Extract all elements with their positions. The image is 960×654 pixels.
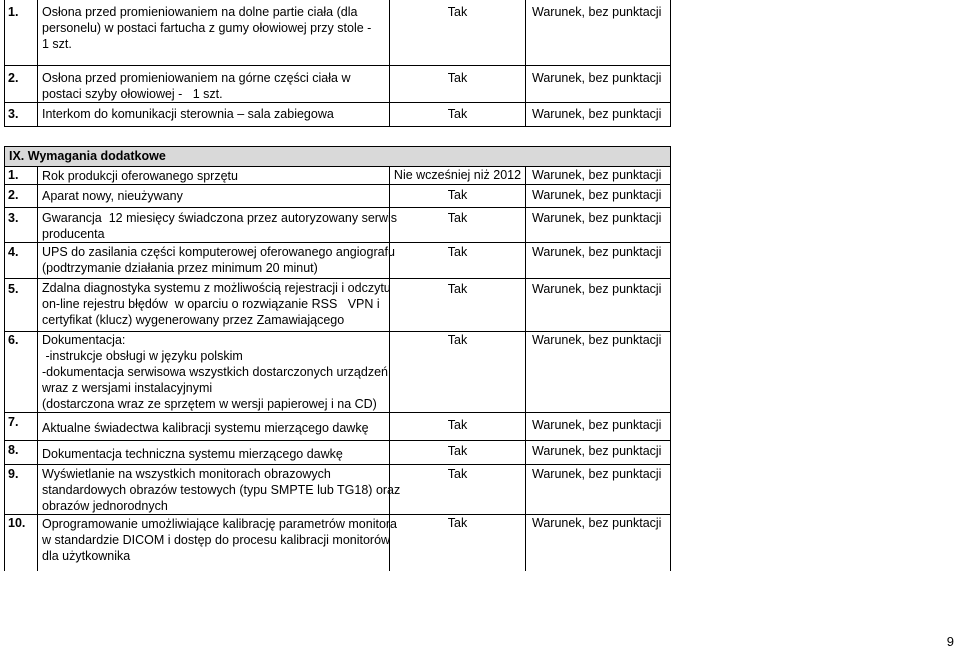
desc-line: postaci szyby ołowiowej - 1 szt. (42, 86, 223, 101)
desc-line: -dokumentacja serwisowa wszystkich dostarczonych urządzeń (42, 365, 388, 379)
row-condition: Warunek, bez punktacji (526, 243, 671, 279)
table-row (5, 0, 671, 65)
row-number: 3. (5, 208, 38, 243)
row-condition: Warunek, bez punktacji (526, 465, 671, 515)
row-value: Tak (390, 185, 526, 208)
row-description (38, 441, 390, 465)
row-condition: Warunek, bez punktacji (526, 515, 671, 571)
row-number: 1. (5, 0, 38, 65)
row-number: 6. (5, 332, 38, 413)
row-description (38, 167, 390, 185)
desc-line: standardowych obrazów testowych (typu SMPTE lub TG18) oraz (42, 483, 401, 497)
row-condition: Warunek, bez punktacji (526, 65, 671, 102)
desc-line: UPS do zasilania części komputerowej oferowanego angiografu (42, 245, 395, 259)
desc-line: (dostarczona wraz ze sprzętem w wersji papierowej i na CD) (42, 397, 377, 411)
table-row (5, 243, 671, 279)
desc-line: personelu) w postaci fartucha z gumy ołowiowej przy stole - (42, 21, 372, 35)
desc-line: Wyświetlanie na wszystkich monitorach obrazowych (42, 467, 331, 481)
desc-line: Rok produkcji oferowanego sprzętu (42, 169, 238, 183)
desc-line: Zdalna diagnostyka systemu z możliwością rejestracji i odczytu (42, 281, 391, 295)
desc-line: Osłona przed promieniowaniem na górne części ciała w (42, 70, 351, 85)
section-title (5, 147, 671, 167)
row-value: Tak (390, 332, 526, 413)
row-value: Nie wcześniej niż 2012 (390, 167, 526, 185)
desc-line: Aktualne świadectwa kalibracji systemu mierzącego dawkę (42, 421, 369, 435)
desc-line: certyfikat (klucz) wygenerowany przez Zamawiającego (42, 313, 345, 327)
row-number: 8. (5, 441, 38, 465)
desc-line: producenta (42, 227, 105, 241)
top-requirements-table (4, 0, 671, 127)
section-number: IX. (9, 149, 25, 163)
section-heading: Wymagania dodatkowe (27, 149, 166, 163)
desc-line: obrazów jednorodnych (42, 499, 168, 513)
row-condition: Warunek, bez punktacji (526, 167, 671, 185)
table-row (5, 185, 671, 208)
desc-line: Interkom do komunikacji sterownia – sala zabiegowa (42, 106, 334, 121)
desc-line: Gwarancja 12 miesięcy świadczona przez autoryzowany serwis (42, 211, 398, 225)
desc-line: Dokumentacja techniczna systemu mierzącego dawkę (42, 447, 343, 461)
row-condition: Warunek, bez punktacji (526, 413, 671, 441)
row-number: 9. (5, 465, 38, 515)
row-number: 2. (5, 185, 38, 208)
desc-line: -instrukcje obsługi w języku polskim (42, 349, 243, 363)
row-condition: Warunek, bez punktacji (526, 441, 671, 465)
row-number: 4. (5, 243, 38, 279)
row-value: Tak (390, 208, 526, 243)
row-condition: Warunek, bez punktacji (526, 102, 671, 126)
table-row (5, 465, 671, 515)
row-description (38, 413, 390, 441)
table-row (5, 65, 671, 102)
table-row (5, 441, 671, 465)
table-row (5, 208, 671, 243)
desc-line: Osłona przed promieniowaniem na dolne partie ciała (dla (42, 5, 358, 19)
row-number: 10. (5, 515, 38, 571)
row-description (38, 0, 390, 65)
row-value: Tak (390, 413, 526, 441)
section-header (5, 147, 671, 167)
row-description (38, 65, 390, 102)
row-condition: Warunek, bez punktacji (526, 185, 671, 208)
row-value: Tak (390, 441, 526, 465)
row-condition: Warunek, bez punktacji (526, 332, 671, 413)
row-description (38, 243, 395, 279)
row-value: Tak (390, 0, 526, 65)
row-description (38, 102, 390, 126)
row-description (38, 515, 398, 571)
row-description (38, 279, 390, 332)
desc-line: (podtrzymanie działania przez minimum 20 minut) (42, 261, 318, 275)
table-row (5, 279, 671, 332)
desc-line: w standardzie DICOM i dostęp do procesu kalibracji monitorów (42, 533, 391, 547)
row-value: Tak (390, 465, 526, 515)
row-value: Tak (390, 515, 526, 571)
table-row (5, 167, 671, 185)
row-condition: Warunek, bez punktacji (526, 0, 671, 65)
row-number: 3. (5, 102, 38, 126)
desc-line: Dokumentacja: (42, 333, 126, 347)
row-condition: Warunek, bez punktacji (526, 208, 671, 243)
desc-line: wraz z wersjami instalacyjnymi (42, 381, 213, 395)
table-row (5, 102, 671, 126)
table-row (5, 332, 671, 413)
page-number: 9 (946, 634, 954, 649)
desc-line: 1 szt. (42, 37, 72, 51)
desc-line: on-line rejestru błędów w oparciu o rozwiązanie RSS VPN i (42, 297, 380, 311)
row-value: Tak (390, 102, 526, 126)
row-number: 2. (5, 65, 38, 102)
row-value: Tak (390, 279, 526, 332)
row-description (38, 332, 390, 413)
desc-line: Oprogramowanie umożliwiające kalibrację parametrów monitora (42, 517, 398, 531)
table-row (5, 413, 671, 441)
row-number: 5. (5, 279, 38, 332)
row-description (38, 208, 398, 243)
row-value: Tak (390, 243, 526, 279)
table-row (5, 515, 671, 571)
desc-line: dla użytkownika (42, 549, 131, 563)
row-value: Tak (390, 65, 526, 102)
row-description (38, 185, 390, 208)
row-number: 7. (5, 413, 38, 441)
row-condition: Warunek, bez punktacji (526, 279, 671, 332)
row-description (38, 465, 401, 515)
additional-requirements-table (4, 146, 671, 571)
desc-line: Aparat nowy, nieużywany (42, 189, 183, 203)
row-number: 1. (5, 167, 38, 185)
